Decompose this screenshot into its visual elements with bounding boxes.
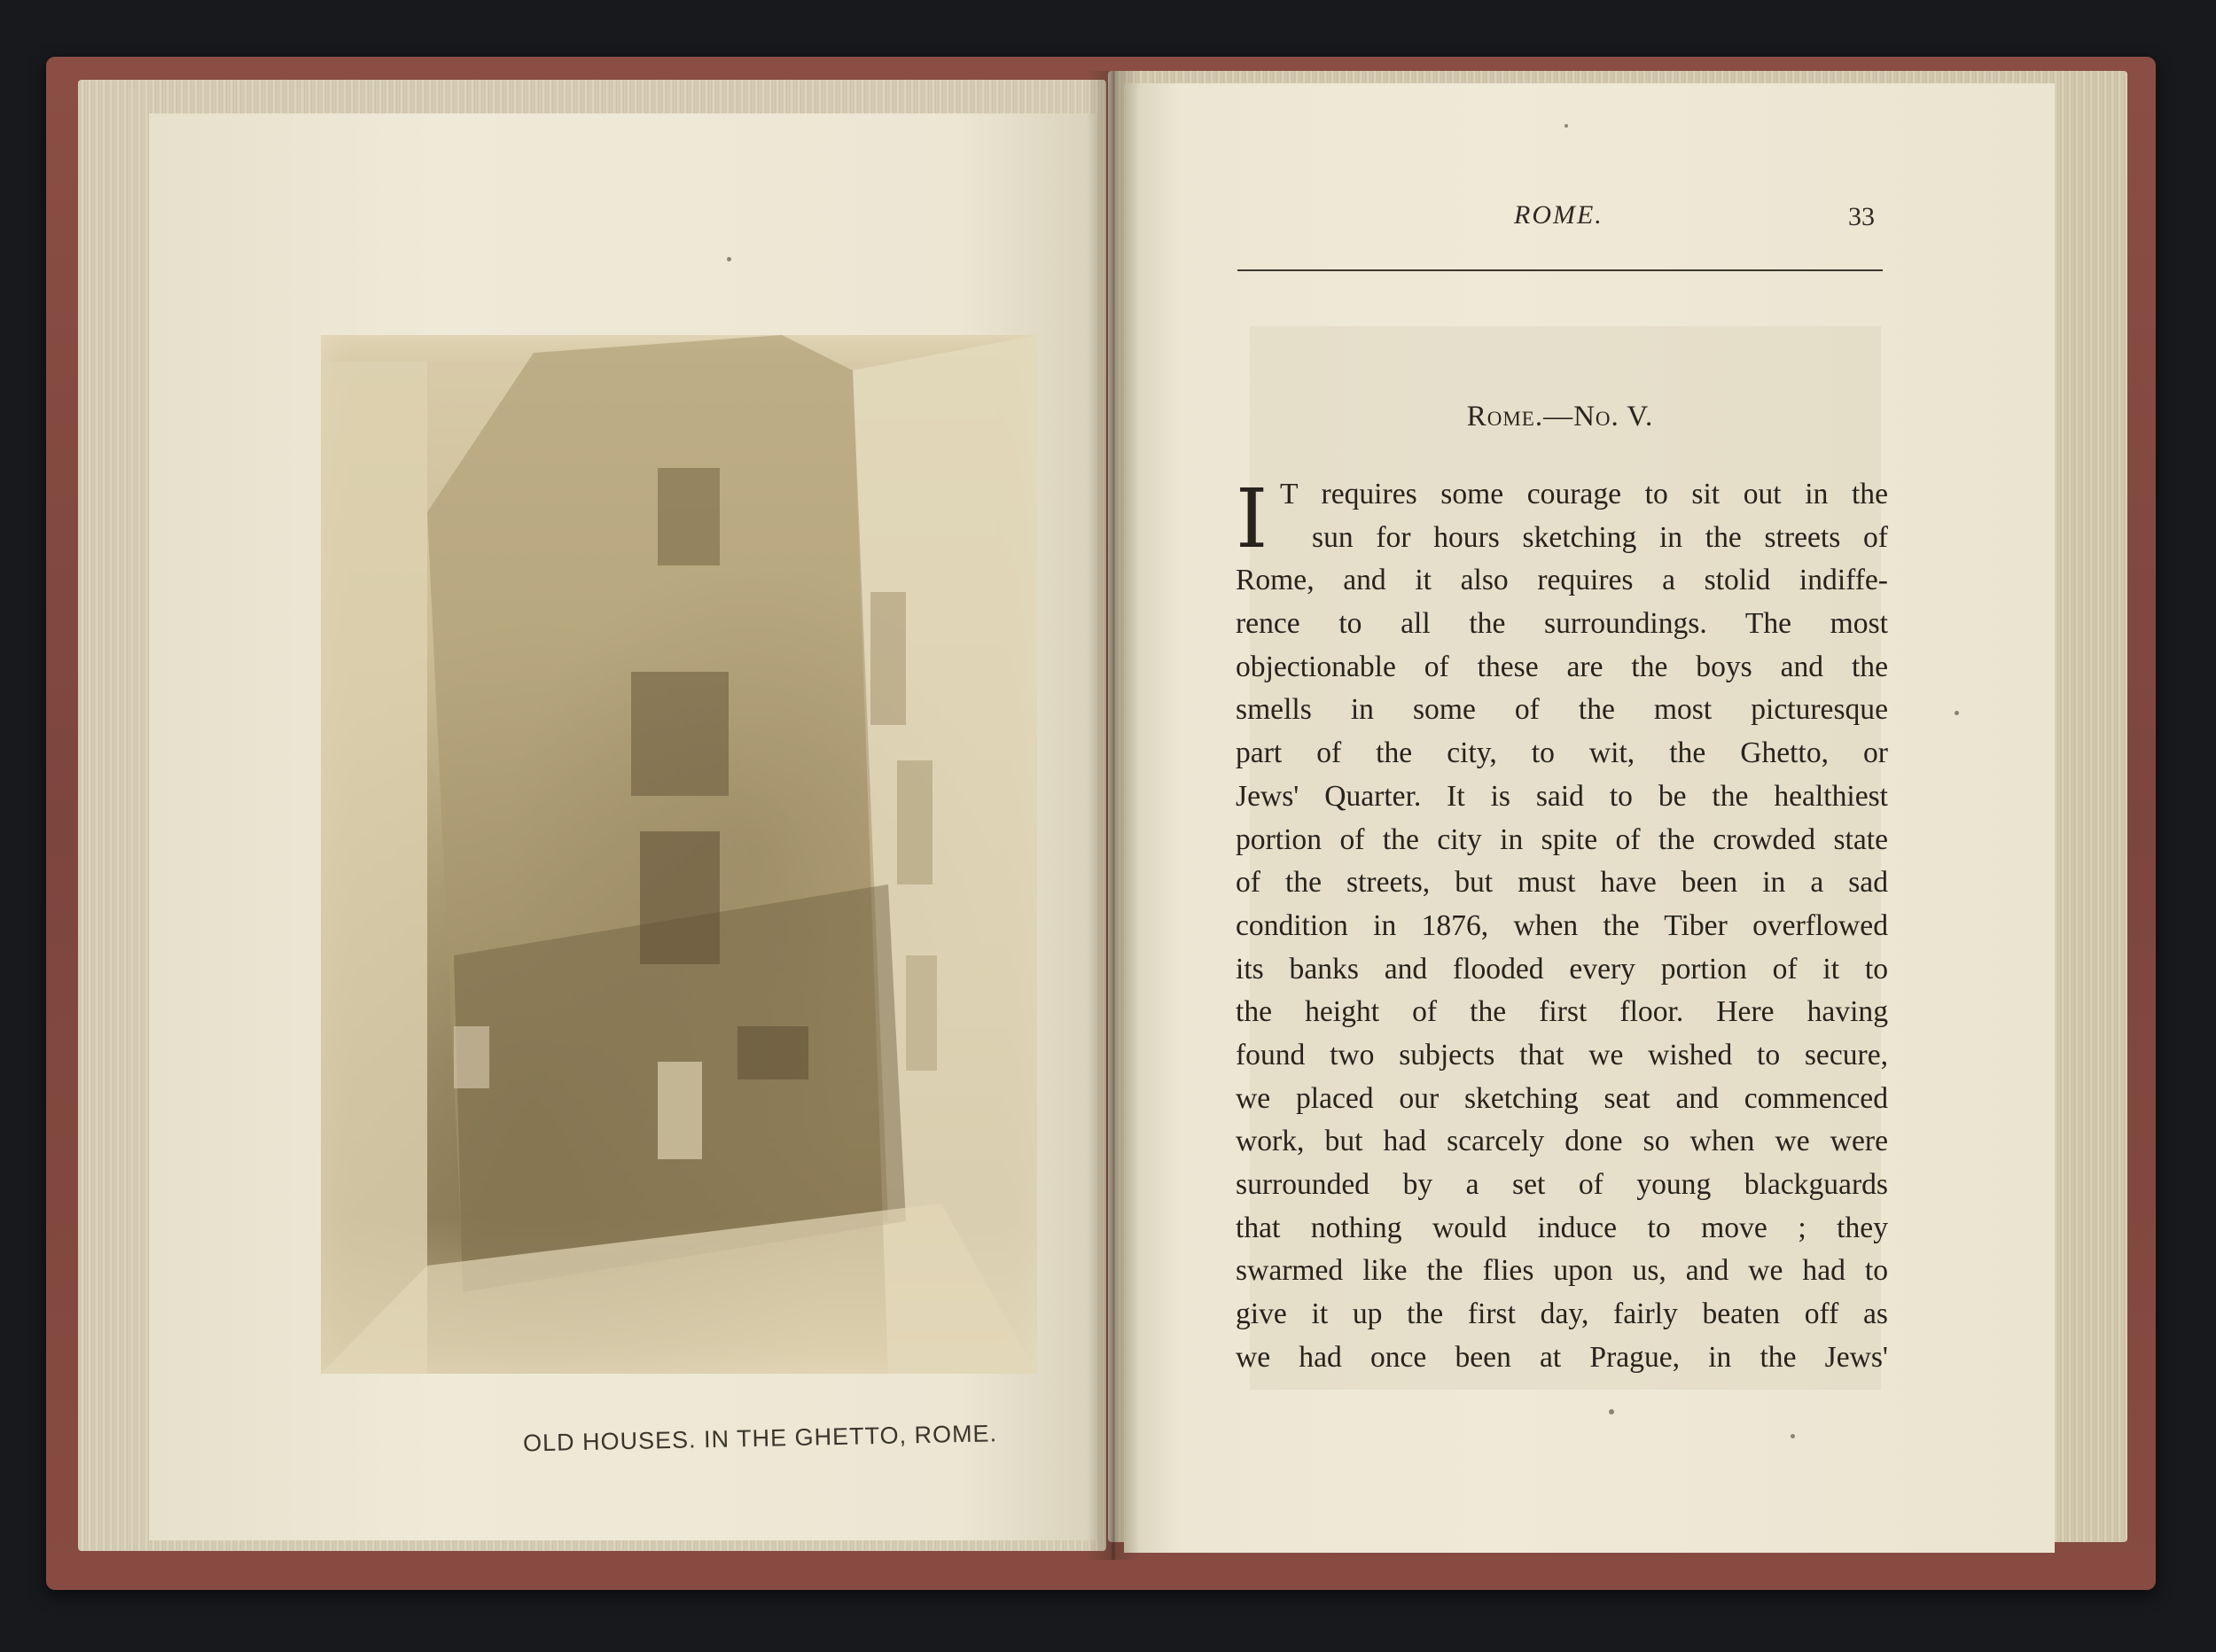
page-number: 33 [1848, 202, 1875, 231]
text-line: Jews' Quarter. It is said to be the healthiest [1236, 779, 1888, 813]
text-line: we placed our sketching seat and commenced [1236, 1081, 1888, 1115]
text-line: smells in some of the most picturesque [1236, 693, 1888, 727]
text-line: its banks and flooded every portion of it to [1236, 952, 1888, 986]
running-head: ROME. [1514, 200, 1603, 230]
text-line: objectionable of these are the boys and the [1236, 650, 1888, 683]
foxing-speck [1791, 1434, 1795, 1438]
text-line: rence to all the surroundings. The most [1236, 607, 1888, 641]
text-line: the height of the first floor. Here having [1236, 995, 1888, 1029]
text-line: condition in 1876, when the Tiber overflowed [1236, 908, 1888, 942]
foxing-speck [1609, 1409, 1614, 1414]
plate-caption: OLD HOUSES. IN THE GHETTO, ROME. [522, 1420, 998, 1457]
drop-cap: I [1236, 471, 1268, 566]
text-line: portion of the city in spite of the crowded state [1236, 822, 1888, 856]
foxing-speck [1564, 124, 1568, 128]
book-gutter [1087, 71, 1140, 1560]
text-line: sun for hours sketching in the streets of [1312, 520, 1888, 554]
text-line: of the streets, but must have been in a sad [1236, 866, 1888, 900]
text-line: that nothing would induce to move ; they [1236, 1211, 1888, 1244]
body-text [1236, 473, 1888, 1379]
text-line: surrounded by a set of young blackguards [1236, 1168, 1888, 1201]
chapter-title: Rome.—No. V. [1466, 401, 1654, 432]
text-line: part of the city, to wit, the Ghetto, or [1236, 736, 1888, 770]
text-line: give it up the first day, fairly beaten off as [1236, 1297, 1888, 1331]
text-line: we had once been at Prague, in the Jews' [1236, 1340, 1888, 1374]
foxing-speck [1955, 711, 1959, 715]
text-line: found two subjects that we wished to secure, [1236, 1038, 1888, 1071]
photograph-image [321, 335, 1037, 1374]
text-line: swarmed like the flies upon us, and we had to [1236, 1254, 1888, 1288]
text-line: Rome, and it also requires a stolid indiffe- [1236, 564, 1888, 597]
text-line: T requires some courage to sit out in the [1280, 478, 1888, 510]
header-rule [1237, 269, 1883, 271]
text-line: work, but had scarcely done so when we were [1236, 1125, 1888, 1158]
ghetto-photograph [321, 335, 1037, 1374]
foxing-speck [727, 257, 731, 261]
